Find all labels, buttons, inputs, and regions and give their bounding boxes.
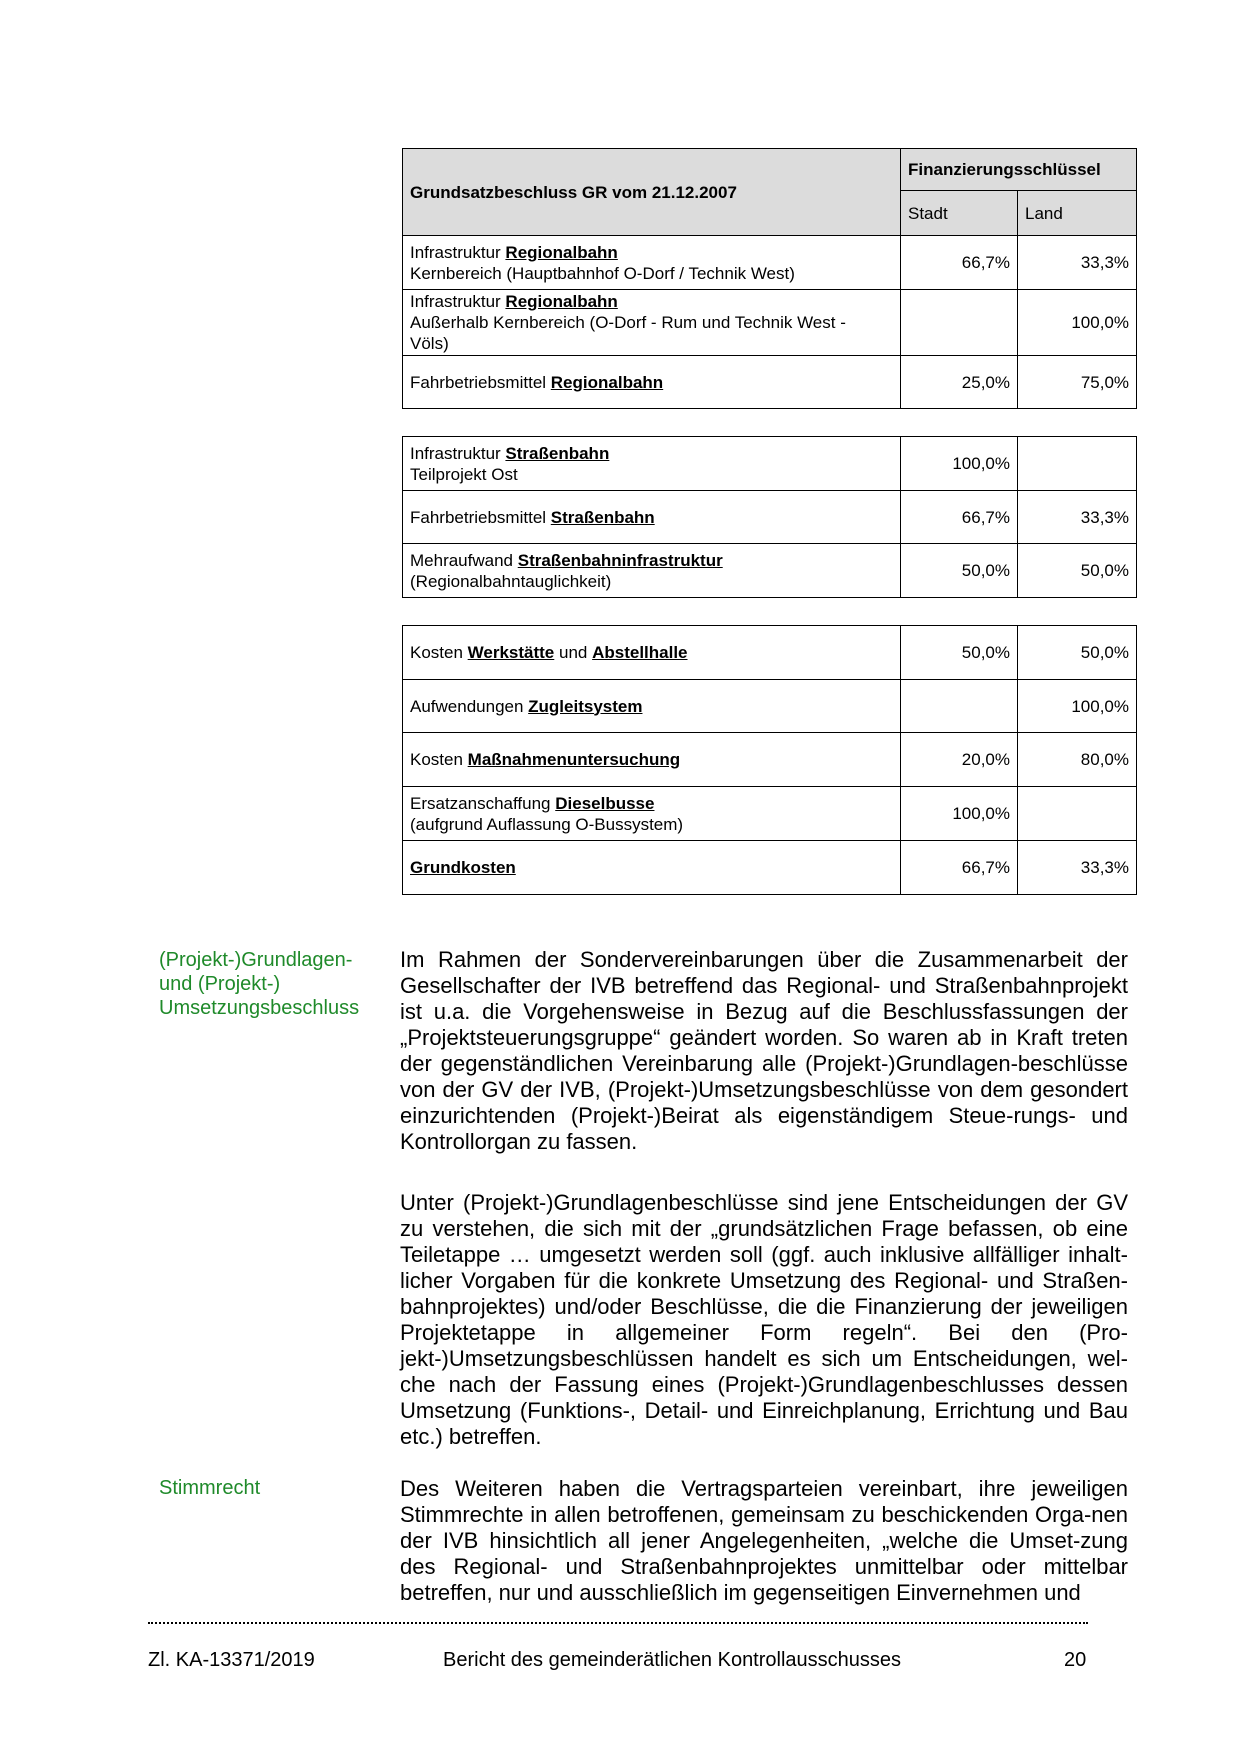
- paragraph-2: Unter (Projekt-)Grundlagenbeschlüsse sind jene Entscheidungen der GV zu verstehen, die sich mit der „grundsätzlichen Frage befassen, ob eine Teiletappe … umgesetzt werden soll (ggf. auch inklusive allfälliger inhalt-licher Vorgaben für die konkrete Umsetzung des Regional- und Straßen-bahnprojektes) und/oder Beschlüsse, die die Finanzierung der jeweiligen Projektetappe in allgemeiner Form regeln“. Bei den (Pro-jekt-)Umsetzungsbeschlüssen handelt es sich um Entscheidungen, wel-che nach der Fassung eines (Projekt-)Grundlagenbeschlusses dessen Umsetzung (Funktions-, Detail- und Einreichplanung, Errichtung und Bau etc.) betreffen.: [400, 1190, 1128, 1449]
- table-row: Fahrbetriebsmittel Regionalbahn 25,0% 75,0%: [403, 356, 1137, 409]
- column-land: Land: [1018, 191, 1137, 236]
- margin-label-stimmrecht: Stimmrecht: [159, 1477, 261, 1499]
- value-land: 50,0%: [1018, 626, 1137, 680]
- financing-table-regionalbahn: [402, 148, 1137, 409]
- footer-reference: Zl. KA-13371/2019: [148, 1649, 315, 1671]
- paragraph-3: Des Weiteren haben die Vertragsparteien vereinbart, ihre jeweiligen Stimmrechte in allen betroffenen, gemeinsam zu beschickenden Orga-nen der IVB hinsichtlich all jener Angelegenheiten, „welche die Umset-zung des Regional- und Straßenbahnprojektes unmittelbar oder mittelbar betreffen, nur und ausschließlich im gegenseitigen Einvernehmen und: [400, 1476, 1128, 1605]
- value-stadt: 66,7%: [901, 841, 1018, 895]
- value-land: 100,0%: [1018, 680, 1137, 733]
- table-row: Fahrbetriebsmittel Straßenbahn 66,7% 33,3%: [403, 491, 1137, 544]
- table-row: Grundkosten 66,7% 33,3%: [403, 841, 1137, 895]
- value-stadt: 25,0%: [901, 356, 1018, 409]
- value-land: [1018, 437, 1137, 491]
- table-row: Aufwendungen Zugleitsystem 100,0%: [403, 680, 1137, 733]
- page-number: 20: [1064, 1649, 1087, 1671]
- value-land: 33,3%: [1018, 236, 1137, 290]
- table-row: Infrastruktur Regionalbahn Kernbereich (Hauptbahnhof O-Dorf / Technik West) 66,7% 33,3%: [403, 236, 1137, 290]
- table-row: Ersatzanschaffung Dieselbusse (aufgrund Auflassung O-Bussystem) 100,0%: [403, 787, 1137, 841]
- footer-report-title: Bericht des gemeinderätlichen Kontrollausschusses: [443, 1649, 902, 1671]
- financing-table-other-costs: [402, 625, 1137, 895]
- table-row: Kosten Maßnahmenuntersuchung 20,0% 80,0%: [403, 733, 1137, 787]
- value-stadt: [901, 680, 1018, 733]
- footer-divider: [148, 1622, 1088, 1624]
- value-stadt: 66,7%: [901, 236, 1018, 290]
- paragraph-1: Im Rahmen der Sondervereinbarungen über die Zusammenarbeit der Gesellschafter der IVB betreffend das Regional- und Straßenbahnprojekt ist u.a. die Vorgehensweise in Bezug auf die Beschlussfassungen der „Projektsteuerungsgruppe“ geändert worden. So waren ab in Kraft treten der gegenständlichen Vereinbarung alle (Projekt-)Grundlagen-beschlüsse von der GV der IVB, (Projekt-)Umsetzungsbeschlüsse von dem gesondert einzurichtenden (Projekt-)Beirat als eigenständigem Steue-rungs- und Kontrollorgan zu fassen.: [400, 947, 1128, 1154]
- table-row: Mehraufwand Straßenbahninfrastruktur (Regionalbahntauglichkeit) 50,0% 50,0%: [403, 544, 1137, 598]
- margin-label-grundlagen: (Projekt-)Grundlagen- und (Projekt-) Umsetzungsbeschluss: [159, 949, 360, 1019]
- value-land: 50,0%: [1018, 544, 1137, 598]
- value-land: 100,0%: [1018, 290, 1137, 356]
- value-stadt: 66,7%: [901, 491, 1018, 544]
- table-row: Infrastruktur Straßenbahn Teilprojekt Ost 100,0%: [403, 437, 1137, 491]
- financing-key-header: Finanzierungsschlüssel: [901, 149, 1137, 191]
- value-land: 75,0%: [1018, 356, 1137, 409]
- value-stadt: 20,0%: [901, 733, 1018, 787]
- value-land: 33,3%: [1018, 491, 1137, 544]
- table-row: Infrastruktur Regionalbahn Außerhalb Kernbereich (O-Dorf - Rum und Technik West - Völs) 100,0%: [403, 290, 1137, 356]
- table-row: Kosten Werkstätte und Abstellhalle 50,0% 50,0%: [403, 626, 1137, 680]
- value-land: 80,0%: [1018, 733, 1137, 787]
- value-stadt: [901, 290, 1018, 356]
- value-stadt: 50,0%: [901, 544, 1018, 598]
- table-title: Grundsatzbeschluss GR vom 21.12.2007: [403, 149, 901, 236]
- value-land: [1018, 787, 1137, 841]
- financing-table-strassenbahn: [402, 436, 1137, 598]
- value-stadt: 100,0%: [901, 787, 1018, 841]
- value-stadt: 100,0%: [901, 437, 1018, 491]
- value-land: 33,3%: [1018, 841, 1137, 895]
- column-stadt: Stadt: [901, 191, 1018, 236]
- value-stadt: 50,0%: [901, 626, 1018, 680]
